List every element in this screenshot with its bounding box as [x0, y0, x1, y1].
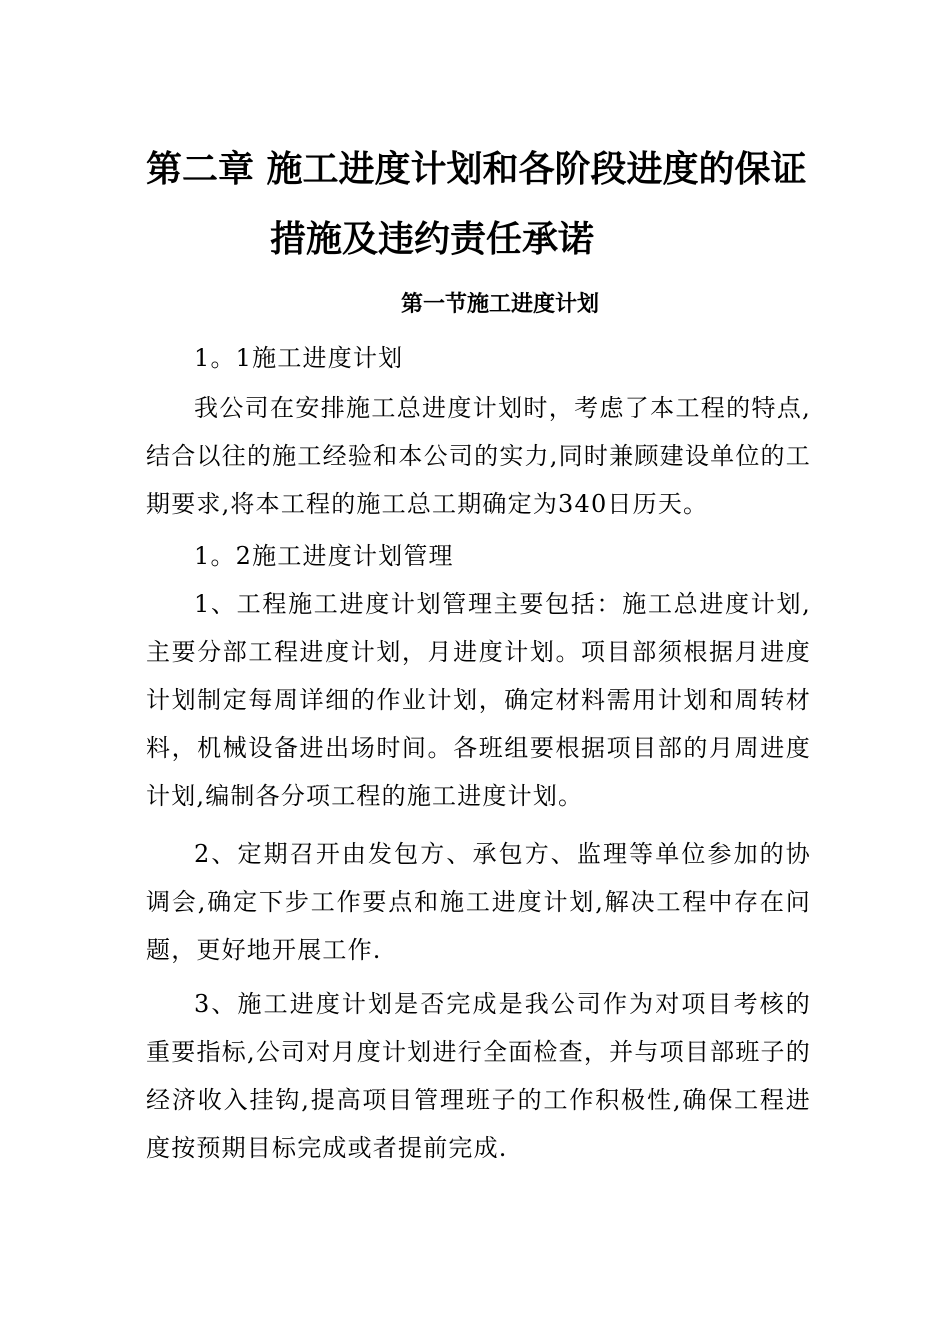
subsection-heading-1-2: 1。2施工进度计划管理: [194, 542, 454, 570]
subsection-heading-1-1: 1。1施工进度计划: [194, 344, 404, 372]
section-title: 第一节施工进度计划: [400, 292, 599, 317]
paragraph-schedule-overview: 我公司在安排施工总进度计划时，考虑了本工程的特点,结合以往的施工经验和本公司的实力,同时兼顾建设单位的工期要求,将本工程的施工总工期确定为340日历天。: [146, 394, 811, 518]
paragraph-item-1: 1、工程施工进度计划管理主要包括：施工总进度计划,主要分部工程进度计划，月进度计划。项目部须根据月进度计划制定每周详细的作业计划，确定材料需用计划和周转材料，机械设备进出场时间。各班组要根据项目部的月周进度计划,编制各分项工程的施工进度计划。: [146, 590, 811, 810]
paragraph-item-3: 3、施工进度计划是否完成是我公司作为对项目考核的重要指标,公司对月度计划进行全面检查，并与项目部班子的经济收入挂钩,提高项目管理班子的工作积极性,确保工程进度按预期目标完成或者提前完成.: [146, 990, 811, 1162]
chapter-title-line-2: 措施及违约责任承诺: [270, 219, 595, 260]
paragraph-item-2: 2、定期召开由发包方、承包方、监理等单位参加的协调会,确定下步工作要点和施工进度计划,解决工程中存在问题，更好地开展工作.: [146, 840, 811, 964]
chapter-title-line-1: 第二章 施工进度计划和各阶段进度的保证: [146, 149, 807, 190]
